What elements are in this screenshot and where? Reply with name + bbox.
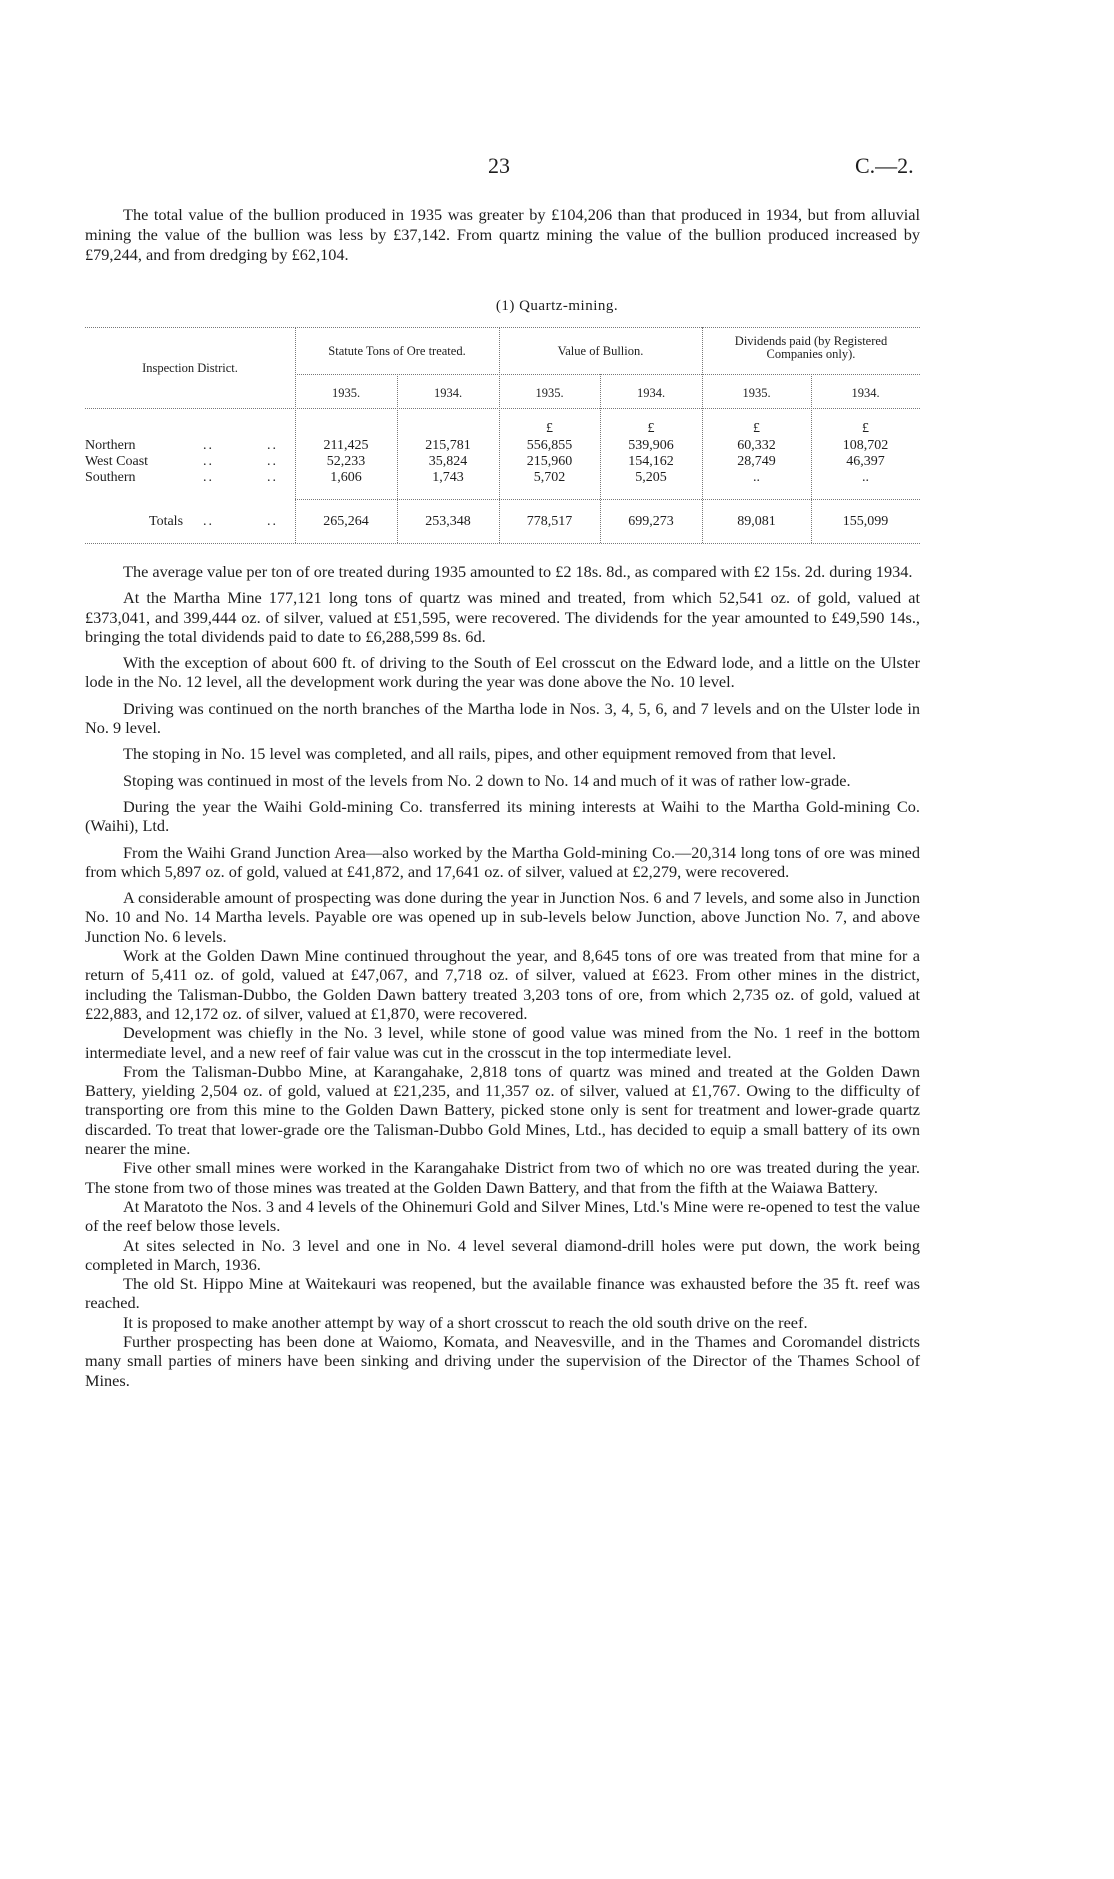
year-header: 1935. bbox=[331, 386, 361, 400]
leader-dots: .. bbox=[203, 470, 214, 485]
table-cell: .. bbox=[862, 470, 869, 485]
paragraph: From the Talisman-Dubbo Mine, at Karangahake, 2,818 tons of quartz was mined and treated at the Golden Dawn Battery, yielding 2,504 oz. of gold, valued at £21,235, and 11,357 oz. of silver, valued at £1,767. Owing to the difficulty of transporting ore from this mine to the Golden Dawn Battery, picked stone only is sent for treatment and lower-grade quartz discarded. To treat that lower-grade ore the Talisman-Dubbo Gold Mines, Ltd., has decided to equip a small battery of its own nearer the mine. bbox=[85, 1061, 920, 1159]
row-label-west-coast: West Coast bbox=[85, 454, 149, 469]
totals-cell: 699,273 bbox=[628, 514, 674, 529]
paragraph: Stoping was continued in most of the levels from No. 2 down to No. 14 and much of it was of rather low-grade. bbox=[123, 770, 851, 790]
table-cell: 5,205 bbox=[635, 470, 667, 485]
paragraph: A considerable amount of prospecting was done during the year in Junction Nos. 6 and 7 levels, and some also in Junction No. 10 and No. 14 Martha levels. Payable ore was opened up in sub-levels below Junction, above Junction No. 7, and above Junction No. 6 levels. bbox=[85, 888, 920, 946]
currency-sign: £ bbox=[546, 421, 553, 436]
table-cell: 35,824 bbox=[428, 454, 468, 469]
table-cell: 28,749 bbox=[737, 454, 776, 469]
totals-rule bbox=[295, 499, 920, 500]
paragraph: Work at the Golden Dawn Mine continued throughout the year, and 8,645 tons of ore was treated from that mine for a return of 5,411 oz. of gold, valued at £47,067, and 7,718 oz. of silver, valued at £623. From other mines in the district, including the Talisman-Dubbo, the Golden Dawn battery treated 3,203 tons of ore, from which 2,735 oz. of gold, valued at £22,883, and 12,172 oz. of silver, valued at £1,870, were recovered. bbox=[85, 946, 920, 1023]
quartz-mining-table bbox=[85, 327, 920, 545]
section-title: (1) Quartz-mining. bbox=[495, 298, 619, 314]
totals-cell: 155,099 bbox=[842, 514, 889, 529]
year-header: 1935. bbox=[742, 386, 771, 400]
table-cell: 556,855 bbox=[526, 438, 573, 453]
table-cell: 1,606 bbox=[330, 470, 362, 485]
totals-cell: 265,264 bbox=[323, 514, 369, 529]
row-label-southern: Southern bbox=[85, 470, 136, 485]
paragraph: From the Waihi Grand Junction Area—also worked by the Martha Gold-mining Co.—20,314 long tons of ore was mined from which 5,897 oz. of gold, valued at £41,872, and 17,641 oz. of silver, valued at £2,279, were recovered. bbox=[85, 842, 920, 881]
table-cell: 52,233 bbox=[326, 454, 366, 469]
leader-dots: .. bbox=[203, 438, 214, 453]
leader-dots: .. bbox=[267, 514, 278, 529]
table-cell: 60,332 bbox=[737, 438, 776, 453]
year-header: 1934. bbox=[851, 386, 880, 400]
paragraph: The average value per ton of ore treated during 1935 amounted to £2 18s. 8d., as compared with £2 15s. 2d. during 1934. bbox=[123, 562, 913, 581]
paragraph: It is proposed to make another attempt by way of a short crosscut to reach the old south drive on the reef. bbox=[123, 1312, 808, 1332]
header-dividends: Dividends paid (by Registered Companies only). bbox=[734, 334, 888, 361]
totals-cell: 89,081 bbox=[737, 514, 776, 529]
table-bottom-rule bbox=[85, 543, 920, 544]
header-mid-rule bbox=[295, 374, 920, 375]
paragraph: Driving was continued on the north branches of the Martha lode in Nos. 3, 4, 5, 6, and 7 levels and on the Ulster lode in No. 9 level. bbox=[85, 698, 920, 738]
paragraph: Five other small mines were worked in the Karangahake District from two of which no ore was treated during the year. The stone from two of those mines was treated at the Golden Dawn Battery, and that from the fifth at the Waiawa Battery. bbox=[85, 1158, 920, 1197]
totals-cell: 778,517 bbox=[526, 514, 573, 529]
year-header: 1934. bbox=[433, 386, 463, 400]
table-cell: 215,781 bbox=[425, 438, 471, 453]
paragraph: At the Martha Mine 177,121 long tons of quartz was mined and treated, from which 52,541 oz. of gold, valued at £373,041, and 399,444 oz. of silver, valued at £51,595, were recovered. The dividends for the year amounted to £49,590 14s., bringing the total dividends paid to date to £6,288,599 8s. 6d. bbox=[85, 588, 920, 646]
totals-label: Totals bbox=[149, 514, 184, 529]
table-top-rule bbox=[85, 327, 920, 328]
table-cell: 154,162 bbox=[628, 454, 674, 469]
table-cell: 108,702 bbox=[842, 438, 889, 453]
header-inspection-district: Inspection District. bbox=[142, 361, 238, 375]
paragraph: During the year the Waihi Gold-mining Co. transferred its mining interests at Waihi to the Martha Gold-mining Co. (Waihi), Ltd. bbox=[85, 796, 920, 836]
page-number: 23 bbox=[488, 153, 510, 178]
table-cell: .. bbox=[753, 470, 760, 485]
leader-dots: .. bbox=[267, 470, 278, 485]
table-cell: 539,906 bbox=[628, 438, 674, 453]
paragraph: The old St. Hippo Mine at Waitekauri was reopened, but the available finance was exhausted before the 35 ft. reef was reached. bbox=[85, 1274, 920, 1313]
page-code: C.—2. bbox=[855, 153, 914, 178]
currency-sign: £ bbox=[647, 421, 655, 436]
table-cell: 211,425 bbox=[323, 438, 369, 453]
paragraph: Development was chiefly in the No. 3 level, while stone of good value was mined from the No. 1 reef in the bottom intermediate level, and a new reef of fair value was cut in the crosscut in the top intermediate level. bbox=[85, 1023, 920, 1062]
row-label-northern: Northern bbox=[85, 438, 136, 453]
intro-paragraph: The total value of the bullion produced in 1935 was greater by £104,206 than that produced in 1934, but from alluvial mining the value of the bullion was less by £37,142. From quartz mining the value of the bullion produced increased by £79,244, and from dredging by £62,104. bbox=[85, 205, 920, 264]
paragraph: The stoping in No. 15 level was completed, and all rails, pipes, and other equipment removed from that level. bbox=[123, 744, 837, 764]
leader-dots: .. bbox=[203, 514, 214, 529]
header-bottom-rule bbox=[85, 408, 920, 409]
paragraph: At Maratoto the Nos. 3 and 4 levels of the Ohinemuri Gold and Silver Mines, Ltd.'s Mine were re-opened to test the value of the reef below those levels. bbox=[85, 1196, 920, 1236]
currency-sign: £ bbox=[753, 421, 760, 436]
header-tons: Statute Tons of Ore treated. bbox=[328, 344, 466, 358]
year-header: 1935. bbox=[535, 386, 564, 400]
totals-cell: 253,348 bbox=[425, 514, 471, 529]
table-cell: 1,743 bbox=[432, 470, 464, 485]
paragraph: With the exception of about 600 ft. of driving to the South of Eel crosscut on the Edward lode, and a little on the Ulster lode in the No. 12 level, all the development work during the year was done above the No. 10 level. bbox=[85, 653, 920, 692]
body-text bbox=[85, 562, 920, 1390]
leader-dots: .. bbox=[203, 454, 214, 469]
currency-sign: £ bbox=[862, 421, 869, 436]
paragraph: At sites selected in No. 3 level and one in No. 4 level several diamond-drill holes were put down, the work being completed in March, 1936. bbox=[85, 1235, 920, 1274]
table-cell: 46,397 bbox=[846, 454, 885, 469]
paragraph: Further prospecting has been done at Waiomo, Komata, and Neavesville, and in the Thames and Coromandel districts many small parties of miners have been sinking and driving under the supervision of the Director of the Thames School of Mines. bbox=[85, 1331, 920, 1390]
leader-dots: .. bbox=[267, 454, 278, 469]
table-cell: 5,702 bbox=[533, 470, 566, 485]
leader-dots: .. bbox=[267, 438, 278, 453]
header-value: Value of Bullion. bbox=[557, 344, 644, 358]
year-header: 1934. bbox=[636, 386, 666, 400]
table-cell: 215,960 bbox=[526, 454, 573, 469]
col-divider bbox=[295, 327, 296, 543]
